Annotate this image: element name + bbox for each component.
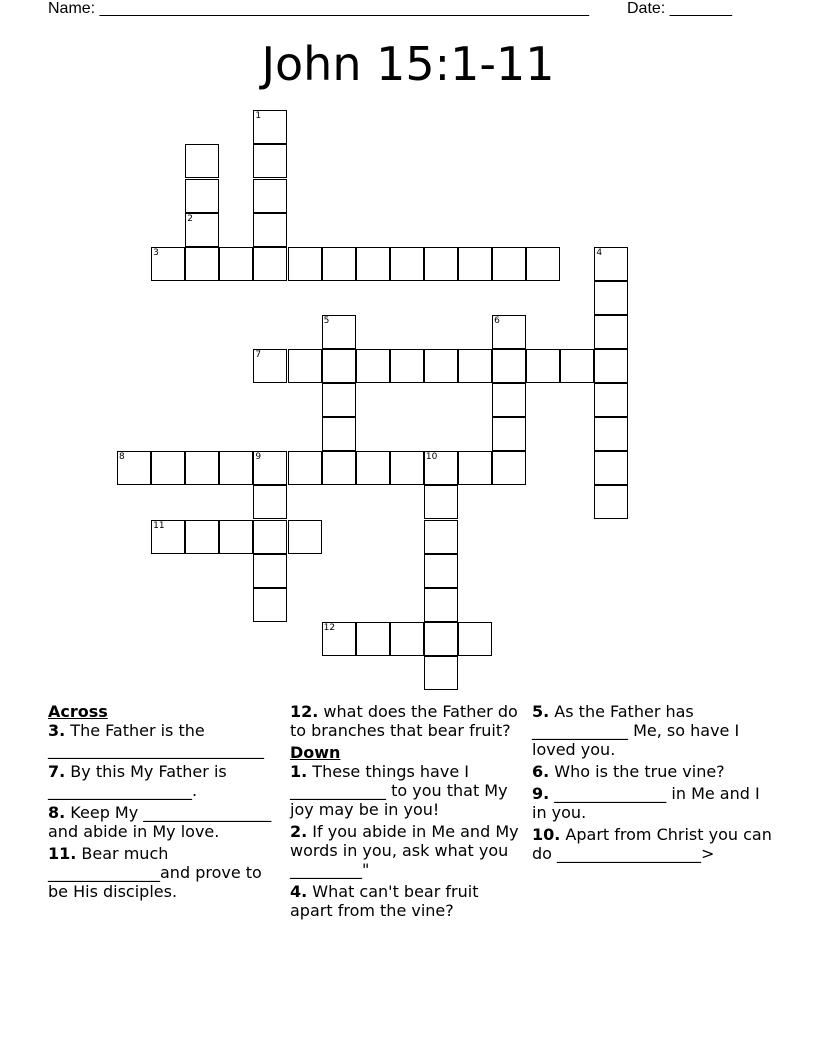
crossword-cell[interactable]	[424, 451, 458, 485]
clue-number: 1	[255, 111, 262, 122]
clue-item	[290, 822, 525, 879]
crossword-cell[interactable]	[322, 383, 356, 417]
crossword-cell[interactable]	[322, 451, 356, 485]
clue-item	[48, 803, 283, 841]
crossword-cell[interactable]	[356, 622, 390, 656]
crossword-cell[interactable]	[253, 520, 287, 554]
crossword-cell[interactable]	[356, 451, 390, 485]
clues-column-3	[532, 702, 772, 866]
crossword-cell[interactable]	[492, 383, 526, 417]
clue-number: 7	[255, 350, 262, 360]
crossword-cell[interactable]	[185, 247, 219, 281]
clue-item-text: Who is the true vine?	[549, 762, 725, 781]
crossword-cell[interactable]	[253, 213, 287, 247]
clue-number: 2	[187, 213, 193, 224]
crossword-cell[interactable]	[219, 520, 253, 554]
clue-item-text: If you abide in Me and My words in you, ask what you _________"	[290, 822, 519, 879]
clue-item-number: 9.	[532, 784, 550, 803]
crossword-cell[interactable]	[185, 144, 219, 178]
crossword-cell[interactable]	[322, 247, 356, 281]
crossword-cell[interactable]	[253, 451, 287, 485]
clue-item-number: 4.	[290, 882, 308, 901]
clue-item-text: What can't bear fruit apart from the vine?	[290, 882, 479, 920]
across-heading: Across	[48, 702, 108, 721]
clue-item	[48, 762, 283, 800]
page-title: John 15:1-11	[261, 37, 555, 91]
crossword-cell[interactable]	[151, 520, 185, 554]
clue-item	[48, 721, 283, 759]
clue-item-text: These things have I ____________ to you that My joy may be in you!	[290, 762, 508, 819]
clue-item-text: ______________ in Me and I in you.	[532, 784, 760, 822]
crossword-cell[interactable]	[594, 349, 628, 383]
crossword-cell[interactable]	[253, 144, 287, 178]
down-clue-list-continued	[532, 702, 772, 863]
clue-item	[48, 844, 283, 901]
clue-item-number: 12.	[290, 702, 319, 721]
clue-item-text: Apart from Christ you can do __________________>	[532, 825, 772, 863]
crossword-cell[interactable]	[253, 554, 287, 588]
crossword-cell[interactable]	[526, 349, 560, 383]
crossword-cell[interactable]	[356, 349, 390, 383]
clues-column-1	[48, 702, 283, 904]
crossword-cell[interactable]	[390, 451, 424, 485]
crossword-cell[interactable]	[526, 247, 560, 281]
crossword-cell[interactable]	[594, 247, 628, 281]
clue-item-text: Bear much ______________and prove to be His disciples.	[48, 844, 262, 901]
crossword-cell[interactable]	[151, 247, 185, 281]
crossword-cell[interactable]	[424, 588, 458, 622]
crossword-cell[interactable]	[390, 622, 424, 656]
crossword-cell[interactable]	[424, 622, 458, 656]
crossword-cell[interactable]	[117, 451, 151, 485]
crossword-cell[interactable]	[458, 622, 492, 656]
crossword-cell[interactable]	[594, 383, 628, 417]
crossword-cell[interactable]	[492, 349, 526, 383]
clue-item-number: 6.	[532, 762, 550, 781]
crossword-cell[interactable]	[253, 247, 287, 281]
crossword-cell[interactable]	[185, 213, 219, 247]
crossword-cell[interactable]	[424, 656, 458, 690]
down-clue-list	[290, 762, 525, 920]
clue-item-number: 7.	[48, 762, 66, 781]
clue-number: 4	[596, 247, 603, 258]
crossword-cell[interactable]	[594, 417, 628, 451]
crossword-cell[interactable]	[253, 588, 287, 622]
down-heading: Down	[290, 743, 341, 762]
clue-item	[290, 702, 525, 740]
clue-number: 11	[153, 520, 165, 531]
crossword-cell[interactable]	[185, 451, 219, 485]
crossword-cell[interactable]	[492, 315, 526, 349]
crossword-cell[interactable]	[390, 349, 424, 383]
clue-item	[532, 702, 772, 759]
crossword-cell[interactable]	[322, 622, 356, 656]
crossword-cell[interactable]	[288, 520, 322, 554]
crossword-cell[interactable]	[253, 179, 287, 213]
clue-item-number: 8.	[48, 803, 66, 822]
crossword-cell[interactable]	[594, 451, 628, 485]
crossword-cell[interactable]	[322, 315, 356, 349]
crossword-cell[interactable]	[458, 451, 492, 485]
clue-number: 8	[119, 452, 125, 463]
across-clue-list-continued	[290, 702, 525, 740]
crossword-cell[interactable]	[288, 451, 322, 485]
crossword-cell[interactable]	[151, 451, 185, 485]
crossword-cell[interactable]	[424, 554, 458, 588]
crossword-cell[interactable]	[458, 247, 492, 281]
clue-item	[532, 762, 772, 781]
crossword-cell[interactable]	[492, 417, 526, 451]
crossword-cell[interactable]	[253, 485, 287, 519]
clue-number: 6	[494, 315, 500, 326]
crossword-cell[interactable]	[390, 247, 424, 281]
clue-item-text: The Father is the ___________________________	[48, 721, 264, 759]
clue-item	[290, 762, 525, 819]
clue-item-number: 10.	[532, 825, 561, 844]
crossword-cell[interactable]	[219, 247, 253, 281]
crossword-cell[interactable]	[492, 451, 526, 485]
crossword-cell[interactable]	[322, 349, 356, 383]
crossword-cell[interactable]	[492, 247, 526, 281]
crossword-cell[interactable]	[560, 349, 594, 383]
crossword-cell[interactable]	[594, 485, 628, 519]
crossword-cell[interactable]	[424, 349, 458, 383]
crossword-cell[interactable]	[185, 520, 219, 554]
crossword-cell[interactable]	[219, 451, 253, 485]
crossword-cell[interactable]	[253, 349, 287, 383]
clue-item-number: 5.	[532, 702, 550, 721]
crossword-cell[interactable]	[288, 247, 322, 281]
clues-column-2	[290, 702, 525, 923]
crossword-cell[interactable]	[253, 110, 287, 144]
date-field-label: Date: _______	[627, 0, 732, 17]
clue-item	[532, 825, 772, 863]
clue-item-number: 1.	[290, 762, 308, 781]
clue-item-number: 3.	[48, 721, 66, 740]
crossword-cell[interactable]	[424, 485, 458, 519]
name-field-label: Name: _______________________________________________________	[48, 0, 589, 17]
clue-number: 10	[425, 452, 438, 463]
across-clue-list	[48, 721, 283, 901]
clue-item-number: 11.	[48, 844, 77, 863]
crossword-cell[interactable]	[288, 349, 322, 383]
crossword-cell[interactable]	[185, 179, 219, 213]
clue-item-text: By this My Father is __________________.	[48, 762, 227, 800]
clue-number: 5	[323, 315, 330, 326]
clue-number: 12	[323, 622, 336, 633]
crossword-cell[interactable]	[594, 281, 628, 315]
clue-item	[290, 882, 525, 920]
clue-number: 9	[255, 452, 262, 463]
clue-item-number: 2.	[290, 822, 308, 841]
crossword-cell[interactable]	[424, 520, 458, 554]
crossword-cell[interactable]	[458, 349, 492, 383]
crossword-cell[interactable]	[322, 417, 356, 451]
crossword-cell[interactable]	[356, 247, 390, 281]
crossword-cell[interactable]	[424, 247, 458, 281]
clue-item-text: what does the Father do to branches that bear fruit?	[290, 702, 518, 740]
crossword-cell[interactable]	[594, 315, 628, 349]
clue-item-text: Keep My ________________ and abide in My love.	[48, 803, 272, 841]
clue-number: 3	[153, 247, 159, 258]
clue-item	[532, 784, 772, 822]
clue-item-text: As the Father has ____________ Me, so have I loved you.	[532, 702, 740, 759]
